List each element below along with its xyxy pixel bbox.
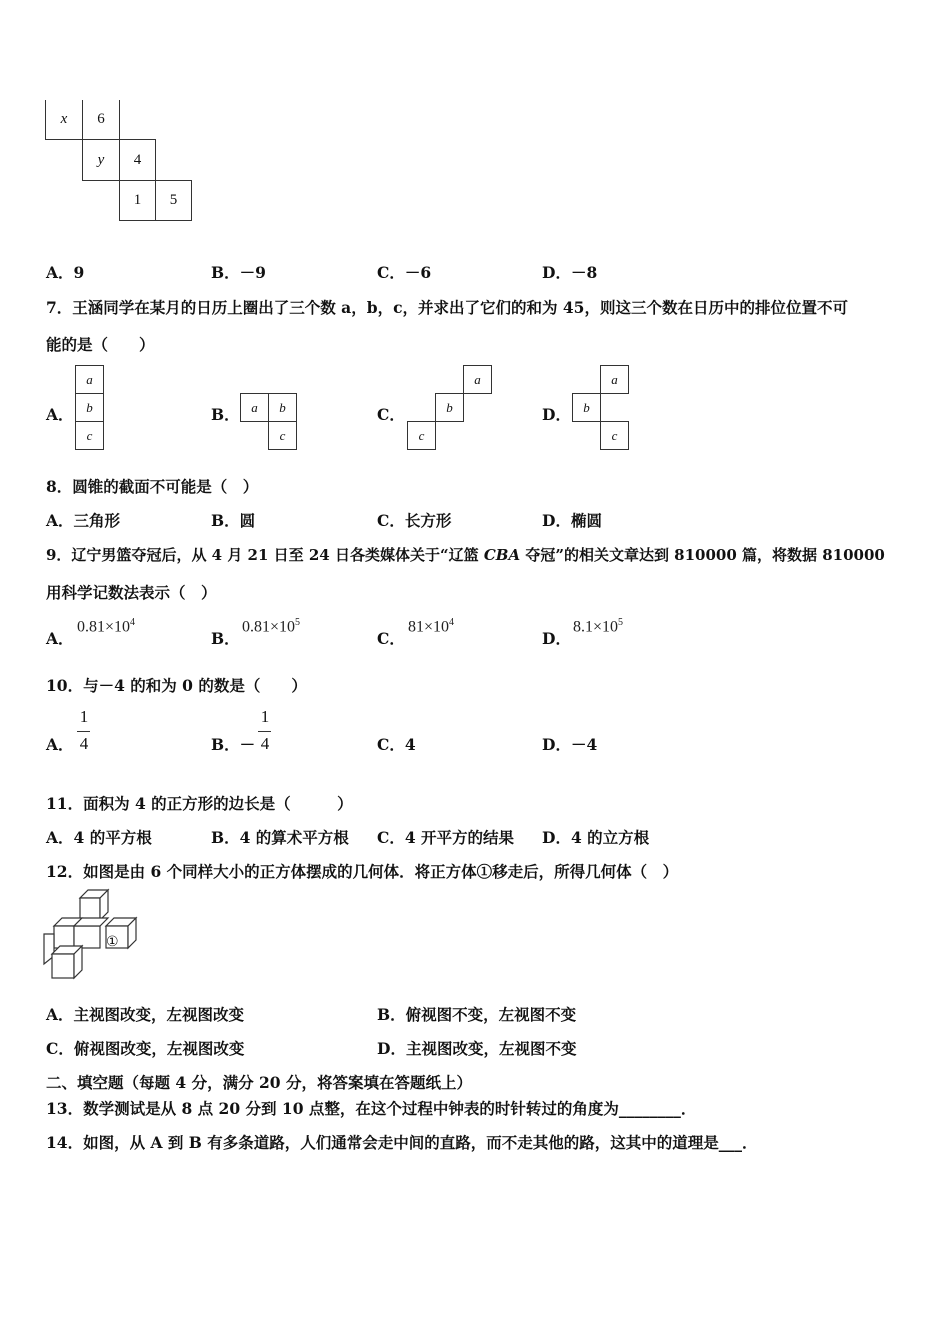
q6-option-d[interactable]: D．－8 xyxy=(542,263,598,282)
q8-stem: 8．圆锥的截面不可能是（ ） xyxy=(46,477,259,496)
q8-option-d[interactable]: D．椭圆 xyxy=(542,511,602,530)
q12-option-d[interactable]: D．主视图改变，左视图不变 xyxy=(377,1039,577,1058)
q13-stem: 13．数学测试是从 8 点 20 分到 10 点整，在这个过程中钟表的时针转过的角度为________． xyxy=(46,1099,697,1118)
cell-a: a xyxy=(600,365,629,394)
q11-option-d[interactable]: D．4 的立方根 xyxy=(542,828,650,847)
q9-option-b[interactable]: B． xyxy=(211,629,240,648)
cell-c: c xyxy=(407,421,436,450)
cell-c: c xyxy=(75,421,104,450)
q9-option-c[interactable]: C． xyxy=(377,629,405,648)
cell-b: b xyxy=(572,393,601,422)
grid-cell-4: 4 xyxy=(119,139,156,181)
q8-option-b[interactable]: B．圆 xyxy=(211,511,256,530)
q12-option-c[interactable]: C．俯视图改变，左视图改变 xyxy=(46,1039,245,1058)
q11-option-a[interactable]: A．4 的平方根 xyxy=(46,828,152,847)
cell-c: c xyxy=(268,421,297,450)
cube-stack-figure xyxy=(40,888,150,990)
grid-cell-6: 6 xyxy=(82,100,120,140)
cell-a: a xyxy=(463,365,492,394)
q9-option-d[interactable]: D． xyxy=(542,629,571,648)
section-heading: 二、填空题（每题 4 分，满分 20 分，将答案填在答题纸上） xyxy=(46,1073,472,1092)
q12-stem: 12．如图是由 6 个同样大小的正方体摆成的几何体．将正方体①移走后，所得几何体（ ） xyxy=(46,862,679,881)
cell-b: b xyxy=(268,393,297,422)
q7-stem-line2: 能的是（ ） xyxy=(46,335,155,354)
grid-cell-1: 1 xyxy=(119,180,156,221)
q11-option-c[interactable]: C．4 开平方的结果 xyxy=(377,828,515,847)
q9-option-c-value: $81\times 10^4$ xyxy=(408,617,455,636)
q7-option-d[interactable]: D． xyxy=(542,405,571,424)
q7-option-c[interactable]: C． xyxy=(377,405,405,424)
grid-cell-x: x xyxy=(45,100,83,140)
grid-cell-5: 5 xyxy=(155,180,192,221)
cell-a: a xyxy=(240,393,269,422)
q7-option-a[interactable]: A． xyxy=(46,405,74,424)
q12-option-b[interactable]: B．俯视图不变，左视图不变 xyxy=(377,1005,577,1024)
q11-stem: 11．面积为 4 的正方形的边长是（ ） xyxy=(46,794,353,813)
q9-option-a-value: $0.81\times 10^4$ xyxy=(77,617,136,636)
q8-option-a[interactable]: A．三角形 xyxy=(46,511,121,530)
q7-stem-line1: 7．王涵同学在某月的日历上圈出了三个数 a，b，c，并求出了它们的和为 45，则这三个数在日历中的排位位置不可 xyxy=(46,298,848,317)
q6-option-b[interactable]: B．－9 xyxy=(211,263,266,282)
q8-option-c[interactable]: C．长方形 xyxy=(377,511,452,530)
q10-option-d[interactable]: D．－4 xyxy=(542,735,598,754)
q10-option-a[interactable]: A． xyxy=(46,735,74,754)
grid-cell-y: y xyxy=(82,139,120,181)
cell-a: a xyxy=(75,365,104,394)
q12-option-a[interactable]: A．主视图改变，左视图改变 xyxy=(46,1005,245,1024)
q10-option-c[interactable]: C．4 xyxy=(377,735,416,754)
q6-option-c[interactable]: C．－6 xyxy=(377,263,432,282)
q11-option-b[interactable]: B．4 的算术平方根 xyxy=(211,828,349,847)
cell-b: b xyxy=(75,393,104,422)
q9-stem-line2: 用科学记数法表示（ ） xyxy=(46,583,217,602)
q9-option-a[interactable]: A． xyxy=(46,629,74,648)
q9-option-b-value: $0.81\times 10^5$ xyxy=(242,617,301,636)
cell-c: c xyxy=(600,421,629,450)
q9-option-d-value: $8.1\times 10^5$ xyxy=(573,617,624,636)
cube-1-label: ① xyxy=(106,934,119,950)
q10-option-b[interactable]: B．－ xyxy=(211,735,256,754)
q14-stem: 14．如图，从 A 到 B 有多条道路，人们通常会走中间的直路，而不走其他的路，这其中的道理是___． xyxy=(46,1133,758,1152)
q10-stem: 10．与－4 的和为 0 的数是（ ） xyxy=(46,676,307,695)
q7-option-b[interactable]: B． xyxy=(211,405,240,424)
q9-stem-line1: 9．辽宁男篮夺冠后，从 4 月 21 日至 24 日各类媒体关于“辽篮 CBA 夺冠”的相关文章达到 810000 篇，将数据 810000 xyxy=(46,546,885,564)
q6-option-a[interactable]: A．9 xyxy=(46,263,85,282)
cell-b: b xyxy=(435,393,464,422)
